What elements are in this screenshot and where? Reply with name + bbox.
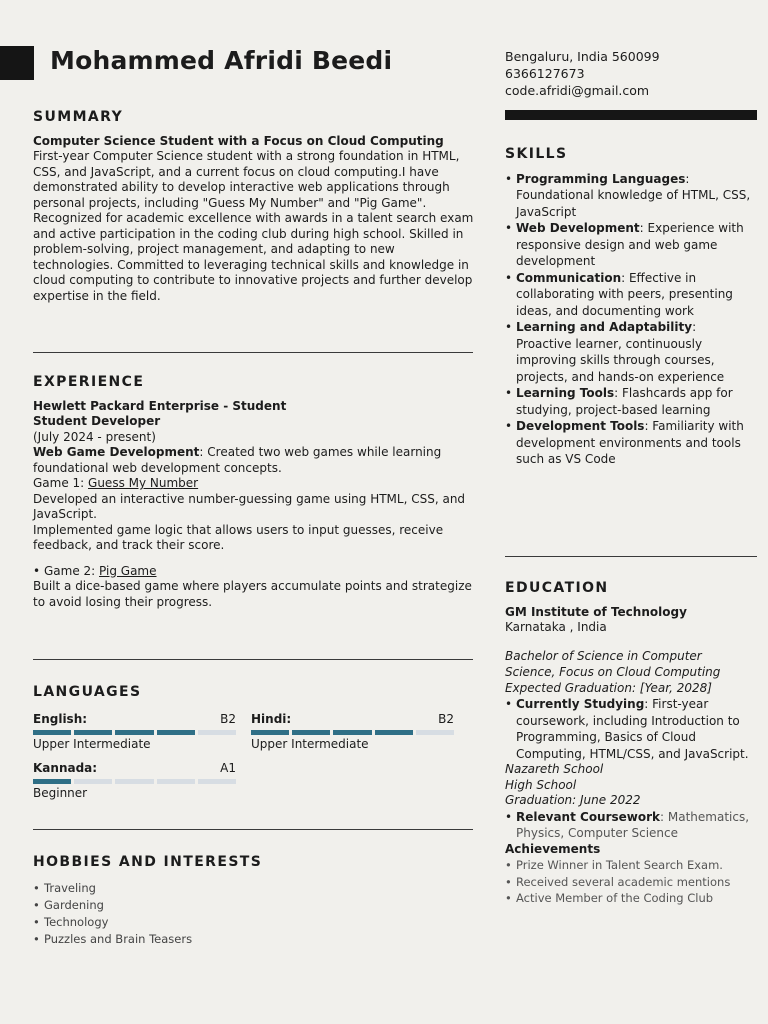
webgame-text: : Created two web games while learning foundational web development concepts. (33, 445, 442, 475)
game2-heading (33, 564, 475, 580)
game1-prefix: Game 1: (33, 476, 89, 490)
experience-company: Hewlett Packard Enterprise - Student (33, 398, 287, 413)
language-item (33, 761, 236, 801)
languages-title: LANGUAGES (33, 684, 142, 700)
list-item (505, 220, 755, 270)
skills-section (505, 147, 755, 468)
skill-text: : Experience with responsive design and web game development (516, 221, 744, 268)
game2-list (33, 564, 475, 580)
language-name: Hindi: (251, 712, 292, 726)
game2-prefix: Game 2: (44, 563, 100, 578)
list-item (505, 385, 755, 418)
studying-text: : First-year coursework, including Introduction to Programming, Basics of Cloud Computing, HTML/CSS, and JavaScript. (516, 697, 749, 761)
language-item (33, 712, 236, 752)
skills-list (505, 171, 755, 468)
summary-section (33, 110, 475, 304)
skill-label: Web Development (516, 221, 640, 235)
contact-divider-bar (505, 110, 757, 120)
contact-block (505, 48, 660, 99)
game1-link[interactable]: Guess My Number (88, 476, 199, 490)
education-expected: Expected Graduation: [Year, 2028] (505, 680, 712, 695)
language-level: A1 (220, 761, 236, 775)
name-accent-block (0, 46, 34, 80)
proficiency-segment (292, 730, 330, 735)
achievements-label: Achievements (505, 841, 601, 856)
education-degree: Bachelor of Science in Computer Science, Focus on Cloud Computing (505, 648, 721, 679)
studying-label: Currently Studying (516, 697, 645, 711)
list-item (505, 171, 755, 221)
achievements-list (505, 857, 755, 907)
summary-divider (33, 352, 473, 353)
list-item: • Traveling (33, 880, 192, 897)
list-item (505, 270, 755, 320)
education-title: EDUCATION (505, 580, 609, 596)
proficiency-segment (115, 730, 153, 735)
experience-section (33, 375, 475, 610)
contact-email[interactable]: code.afridi@gmail.com (505, 83, 650, 98)
list-item (505, 809, 755, 842)
list-item (505, 696, 755, 762)
coursework-label: Relevant Coursework (516, 809, 661, 824)
experience-webgame (33, 445, 475, 476)
skill-text: : Effective in collaborating with peers, presenting ideas, and documenting work (516, 270, 733, 318)
webgame-label: Web Game Development (33, 445, 200, 459)
proficiency-segment (115, 779, 153, 784)
hobbies-list (33, 880, 192, 948)
experience-divider (33, 659, 473, 660)
education-studying-list (505, 696, 755, 762)
education-school: GM Institute of Technology (505, 604, 687, 619)
skill-label: Development Tools (516, 419, 645, 433)
proficiency-segment (157, 779, 195, 784)
contact-phone: 6366127673 (505, 66, 585, 81)
education-location: Karnataka , India (505, 620, 607, 634)
summary-title: SUMMARY (33, 109, 124, 125)
list-item: • Received several academic mentions (505, 874, 755, 891)
skill-text: : Foundational knowledge of HTML, CSS, JavaScript (516, 171, 751, 219)
language-desc: Beginner (33, 786, 88, 800)
hobbies-section (33, 855, 475, 879)
language-desc: Upper Intermediate (33, 737, 151, 751)
skills-title: SKILLS (505, 146, 568, 162)
summary-text: First-year Computer Science student with a strong foundation in HTML, CSS, and JavaScript, and a current focus on cloud computing.I have demonstrated ability to develop interactive web applications through personal projects, including "Guess My Number" and "Pig Game". Recognized for academic excellence with awards in a talent search exam and active participation in the coding club during high school. Skilled in problem-solving, project management, and adapting to new technologies. Committed to leveraging technical skills and knowledge in cloud computing to contribute to innovative projects and further develop expertise in the field. (33, 149, 474, 303)
skills-divider (505, 556, 757, 557)
candidate-name: Mohammed Afridi Beedi (50, 46, 393, 75)
education-section (505, 581, 755, 907)
proficiency-segment (251, 730, 289, 735)
skill-text: : Flashcards app for studying, project-based learning (516, 386, 733, 417)
languages-section (33, 685, 475, 709)
list-item: • Puzzles and Brain Teasers (33, 931, 192, 948)
language-item (251, 712, 454, 752)
proficiency-segment (74, 730, 112, 735)
school2-name: Nazareth School (505, 762, 604, 776)
experience-title: EXPERIENCE (33, 374, 145, 390)
list-item: • Gardening (33, 897, 192, 914)
contact-location: Bengaluru, India 560099 (505, 49, 660, 64)
language-desc: Upper Intermediate (251, 737, 369, 751)
skill-label: Communication (516, 270, 622, 285)
game1-line1: Developed an interactive number-guessing game using HTML, CSS, and JavaScript. (33, 491, 466, 521)
skill-label: Learning Tools (516, 386, 615, 400)
proficiency-segment (375, 730, 413, 735)
game2-text: Built a dice-based game where players accumulate points and strategize to avoid losing their progress. (33, 579, 472, 609)
proficiency-segment (33, 779, 71, 784)
list-item: • Technology (33, 914, 192, 931)
list-item (505, 418, 755, 468)
language-level: B2 (220, 712, 236, 726)
list-item: • Prize Winner in Talent Search Exam. (505, 857, 755, 874)
school2-level: High School (505, 777, 577, 792)
language-name: English: (33, 712, 88, 726)
hobbies-title: HOBBIES AND INTERESTS (33, 854, 263, 870)
proficiency-segment (157, 730, 195, 735)
list-item: • Active Member of the Coding Club (505, 890, 755, 907)
proficiency-segment (416, 730, 454, 735)
language-level: B2 (438, 712, 454, 726)
list-item (505, 319, 755, 385)
game1-heading (33, 476, 475, 492)
languages-divider (33, 829, 473, 830)
proficiency-segment (33, 730, 71, 735)
coursework-text: : Mathematics, Physics, Computer Science (516, 809, 750, 840)
language-name: Kannada: (33, 761, 98, 775)
proficiency-segment (198, 730, 236, 735)
language-proficiency-bar (251, 730, 454, 735)
skill-label: Learning and Adaptability (516, 320, 693, 334)
experience-dates: (July 2024 - present) (33, 429, 156, 444)
school2-graduation: Graduation: June 2022 (505, 793, 641, 807)
language-proficiency-bar (33, 779, 236, 784)
experience-role: Student Developer (33, 414, 161, 428)
coursework-list (505, 809, 755, 842)
proficiency-segment (198, 779, 236, 784)
skill-text: : Proactive learner, continuously improving skills through courses, projects, and hands-on experience (516, 320, 725, 384)
game1-line2: Implemented game logic that allows users to input guesses, receive feedback, and track their score. (33, 522, 444, 552)
summary-headline: Computer Science Student with a Focus on Cloud Computing (33, 133, 444, 148)
proficiency-segment (333, 730, 371, 735)
language-proficiency-bar (33, 730, 236, 735)
skill-label: Programming Languages (516, 171, 686, 186)
skill-text: : Familiarity with development environments and tools such as VS Code (516, 419, 744, 466)
game2-link[interactable]: Pig Game (99, 563, 157, 578)
proficiency-segment (74, 779, 112, 784)
